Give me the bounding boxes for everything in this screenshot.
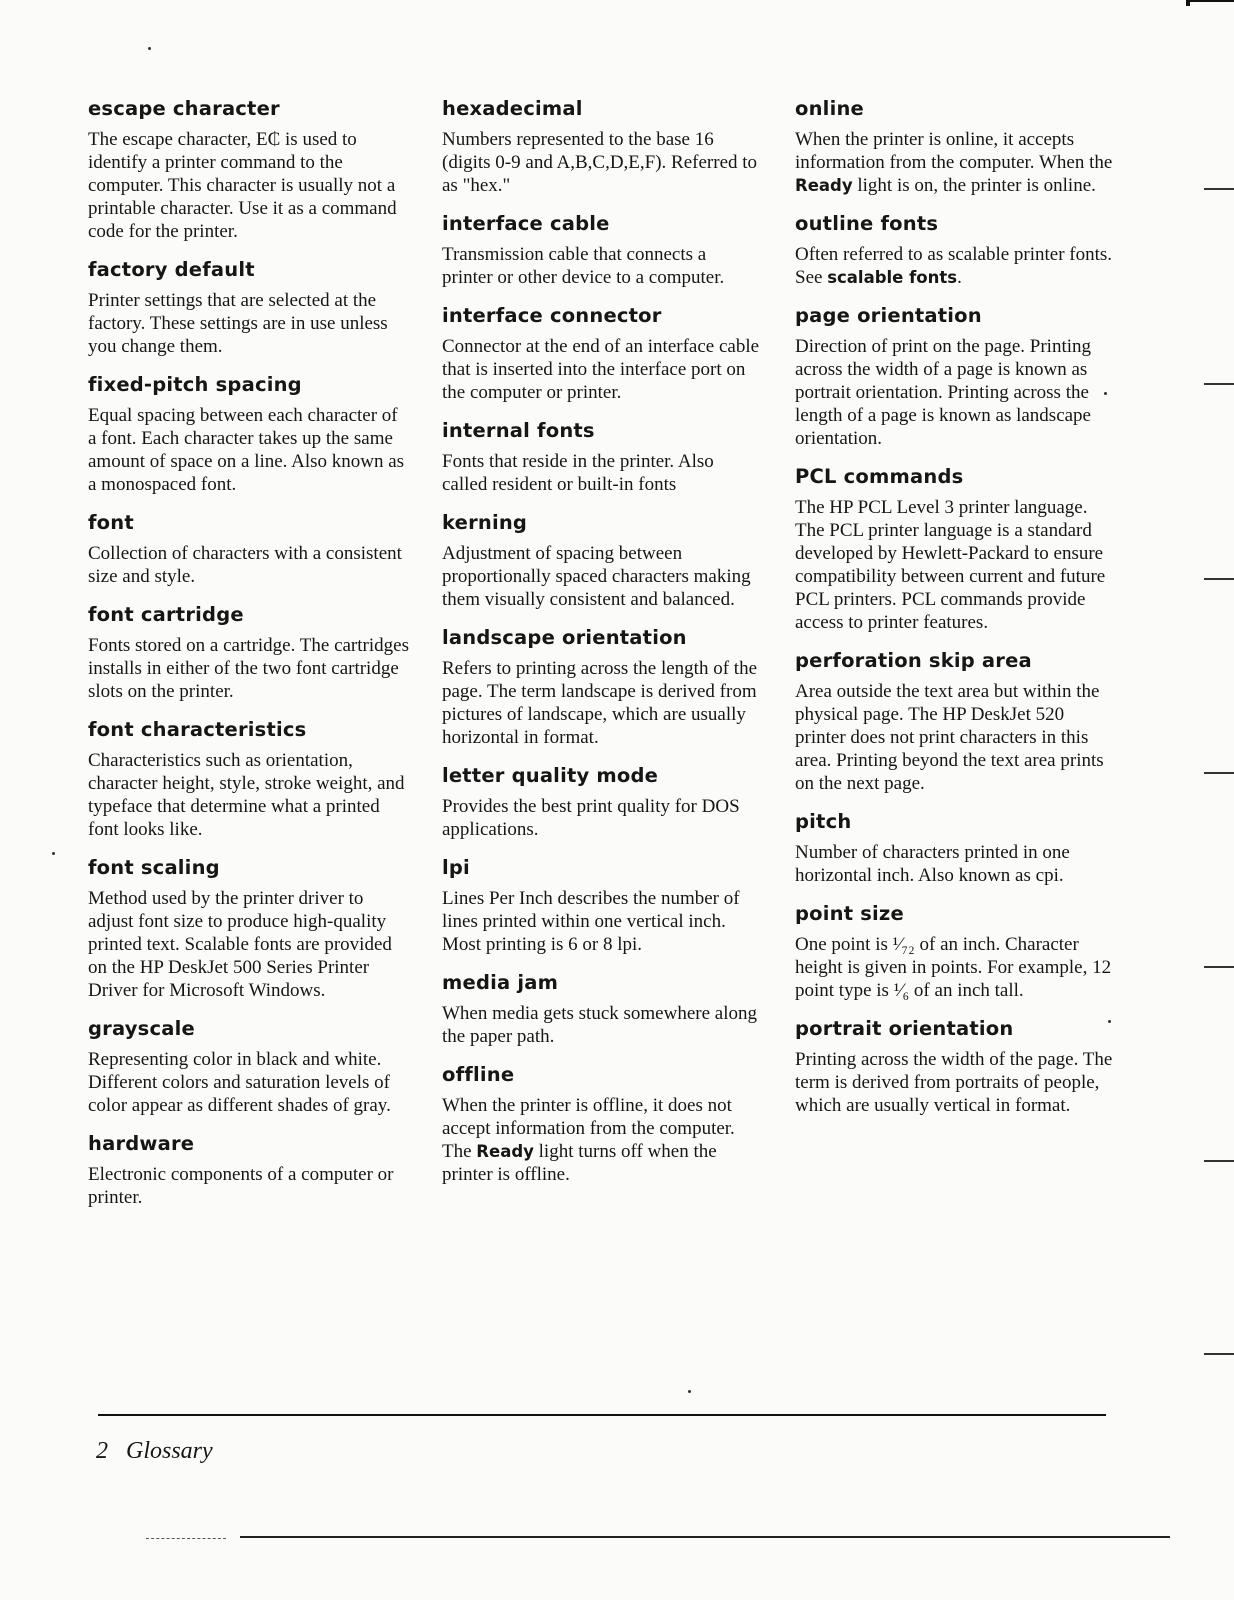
- glossary-column-1: [88, 96, 410, 1223]
- glossary-term: online: [795, 97, 864, 120]
- margin-tick: [1204, 383, 1234, 385]
- glossary-entry: [442, 970, 760, 1048]
- glossary-term: font characteristics: [88, 718, 307, 741]
- glossary-entry: [795, 96, 1115, 197]
- scan-dash: [146, 1538, 226, 1540]
- scan-speck: [52, 852, 55, 855]
- glossary-definition: Representing color in black and white. Different colors and saturation levels of color appear as different shades of gray.: [88, 1049, 391, 1116]
- glossary-entry: [442, 510, 760, 611]
- glossary-term: page orientation: [795, 304, 982, 327]
- glossary-definition: The HP PCL Level 3 printer language. The PCL printer language is a standard developed by Hewlett-Packard to ensure compatibility between current and future PCL printers. PCL commands provide access to printer features.: [795, 497, 1106, 633]
- glossary-entry: [442, 625, 760, 749]
- glossary-entry: [795, 211, 1115, 289]
- glossary-term: point size: [795, 902, 904, 925]
- glossary-entry: [442, 96, 760, 197]
- glossary-term: internal fonts: [442, 419, 595, 442]
- scan-speck: [1104, 392, 1107, 395]
- glossary-term: media jam: [442, 971, 559, 994]
- glossary-term: font cartridge: [88, 603, 244, 626]
- definition-text: Often referred to as scalable printer fonts. See: [795, 244, 1113, 288]
- glossary-term: perforation skip area: [795, 649, 1032, 672]
- page-number: 2: [96, 1438, 108, 1464]
- glossary-entry: [795, 809, 1115, 887]
- glossary-term: factory default: [88, 258, 255, 281]
- margin-tick: [1204, 1353, 1234, 1355]
- scan-speck: [688, 1390, 691, 1393]
- section-title: Glossary: [126, 1438, 213, 1464]
- glossary-definition: Number of characters printed in one horizontal inch. Also known as cpi.: [795, 842, 1070, 886]
- ready-light-label: Ready: [795, 176, 853, 195]
- glossary-entry: [442, 763, 760, 841]
- glossary-entry: [88, 372, 410, 496]
- glossary-entry: [88, 257, 410, 358]
- glossary-term: outline fonts: [795, 212, 939, 235]
- glossary-term: hexadecimal: [442, 97, 583, 120]
- definition-text: light turns off when the printer is offline.: [442, 1141, 717, 1185]
- glossary-entry: [88, 855, 410, 1002]
- glossary-entry: [88, 510, 410, 588]
- glossary-term: portrait orientation: [795, 1017, 1014, 1040]
- glossary-definition: [795, 128, 1115, 197]
- glossary-entry: [88, 1016, 410, 1117]
- glossary-term: fixed-pitch spacing: [88, 373, 302, 396]
- glossary-definition: Lines Per Inch describes the number of lines printed within one vertical inch. Most printing is 6 or 8 lpi.: [442, 888, 740, 955]
- footer-rule: [98, 1414, 1106, 1416]
- glossary-definition: Transmission cable that connects a printer or other device to a computer.: [442, 244, 725, 288]
- glossary-term: grayscale: [88, 1017, 195, 1040]
- glossary-definition: Printer settings that are selected at the factory. These settings are in use unless you change them.: [88, 290, 388, 357]
- definition-text: light is on, the printer is online.: [852, 175, 1096, 196]
- glossary-definition: Numbers represented to the base 16 (digits 0-9 and A,B,C,D,E,F). Referred to as "hex.": [442, 129, 758, 196]
- glossary-entry: [795, 648, 1115, 795]
- glossary-column-3: [795, 96, 1115, 1131]
- glossary-definition: The escape character, E₵ is used to identify a printer command to the computer. This character is usually not a printable character. Use it as a command code for the printer.: [88, 129, 397, 242]
- margin-tick: [1204, 1160, 1234, 1162]
- glossary-entry: [795, 464, 1115, 634]
- glossary-term: interface cable: [442, 212, 610, 235]
- margin-tick: [1204, 966, 1234, 968]
- glossary-entry: [88, 602, 410, 703]
- glossary-term: pitch: [795, 810, 852, 833]
- glossary-entry: [795, 901, 1115, 1002]
- glossary-term: landscape orientation: [442, 626, 687, 649]
- scan-speck: [148, 47, 151, 50]
- margin-tick: [1204, 188, 1234, 190]
- glossary-term: kerning: [442, 511, 528, 534]
- glossary-term: lpi: [442, 856, 470, 879]
- glossary-entry: [88, 1131, 410, 1209]
- glossary-definition: Direction of print on the page. Printing across the width of a page is known as portrait orientation. Printing across the length of a page is known as landscape orientation.: [795, 336, 1092, 449]
- margin-tick: [1204, 772, 1234, 774]
- corner-mark: [1186, 0, 1234, 2]
- glossary-term: letter quality mode: [442, 764, 659, 787]
- scan-edge-line: [240, 1536, 1170, 1538]
- glossary-term: hardware: [88, 1132, 195, 1155]
- glossary-definition: Adjustment of spacing between proportionally spaced characters making them visually consistent and balanced.: [442, 543, 751, 610]
- glossary-entry: [795, 303, 1115, 450]
- glossary-definition: One point is ¹⁄₇₂ of an inch. Character height is given in points. For example, 12 point type is ¹⁄₆ of an inch tall.: [795, 934, 1112, 1001]
- glossary-definition: Area outside the text area but within the physical page. The HP DeskJet 520 printer does not print characters in this area. Printing beyond the text area prints on the next page.: [795, 681, 1104, 794]
- cross-reference: scalable fonts: [827, 268, 958, 287]
- glossary-entry: [442, 1062, 760, 1186]
- glossary-term: escape character: [88, 97, 280, 120]
- glossary-definition: Fonts that reside in the printer. Also called resident or built-in fonts: [442, 451, 714, 495]
- ready-light-label: Ready: [476, 1142, 534, 1161]
- glossary-definition: Connector at the end of an interface cable that is inserted into the interface port on the computer or printer.: [442, 336, 760, 403]
- definition-text: When the printer is online, it accepts information from the computer. When the: [795, 129, 1113, 173]
- glossary-term: font: [88, 511, 134, 534]
- glossary-definition: Collection of characters with a consistent size and style.: [88, 543, 402, 587]
- glossary-definition: Refers to printing across the length of the page. The term landscape is derived from pictures of landscape, which are usually horizontal in format.: [442, 658, 758, 748]
- glossary-definition: Method used by the printer driver to adjust font size to produce high-quality printed text. Scalable fonts are provided on the HP DeskJet 500 Series Printer Driver for Microsoft Windows.: [88, 888, 392, 1001]
- glossary-definition: [795, 243, 1115, 289]
- glossary-column-2: [442, 96, 760, 1200]
- glossary-entry: [795, 1016, 1115, 1117]
- glossary-definition: Printing across the width of the page. The term is derived from portraits of people, which are usually vertical in format.: [795, 1049, 1113, 1116]
- glossary-definition: Fonts stored on a cartridge. The cartridges installs in either of the two font cartridge slots on the printer.: [88, 635, 409, 702]
- glossary-definition: Characteristics such as orientation, character height, style, stroke weight, and typeface that determine what a printed font looks like.: [88, 750, 405, 840]
- margin-tick: [1204, 578, 1234, 580]
- glossary-entry: [442, 303, 760, 404]
- glossary-entry: [88, 96, 410, 243]
- glossary-term: font scaling: [88, 856, 220, 879]
- glossary-definition: Electronic components of a computer or printer.: [88, 1164, 394, 1208]
- glossary-term: offline: [442, 1063, 515, 1086]
- glossary-definition: When media gets stuck somewhere along the paper path.: [442, 1003, 757, 1047]
- glossary-entry: [88, 717, 410, 841]
- glossary-term: interface connector: [442, 304, 662, 327]
- page-footer: [96, 1438, 213, 1465]
- glossary-definition: [442, 1094, 760, 1186]
- glossary-entry: [442, 855, 760, 956]
- glossary-definition: Provides the best print quality for DOS applications.: [442, 796, 740, 840]
- glossary-term: PCL commands: [795, 465, 964, 488]
- scan-speck: [1108, 1020, 1111, 1023]
- glossary-entry: [442, 418, 760, 496]
- glossary-definition: Equal spacing between each character of a font. Each character takes up the same amount of space on a line. Also known as a monospaced font.: [88, 405, 405, 495]
- glossary-entry: [442, 211, 760, 289]
- definition-text: When the printer is offline, it does not accept information from the computer. The: [442, 1095, 735, 1162]
- corner-mark: [1186, 0, 1190, 6]
- definition-text: .: [957, 267, 962, 288]
